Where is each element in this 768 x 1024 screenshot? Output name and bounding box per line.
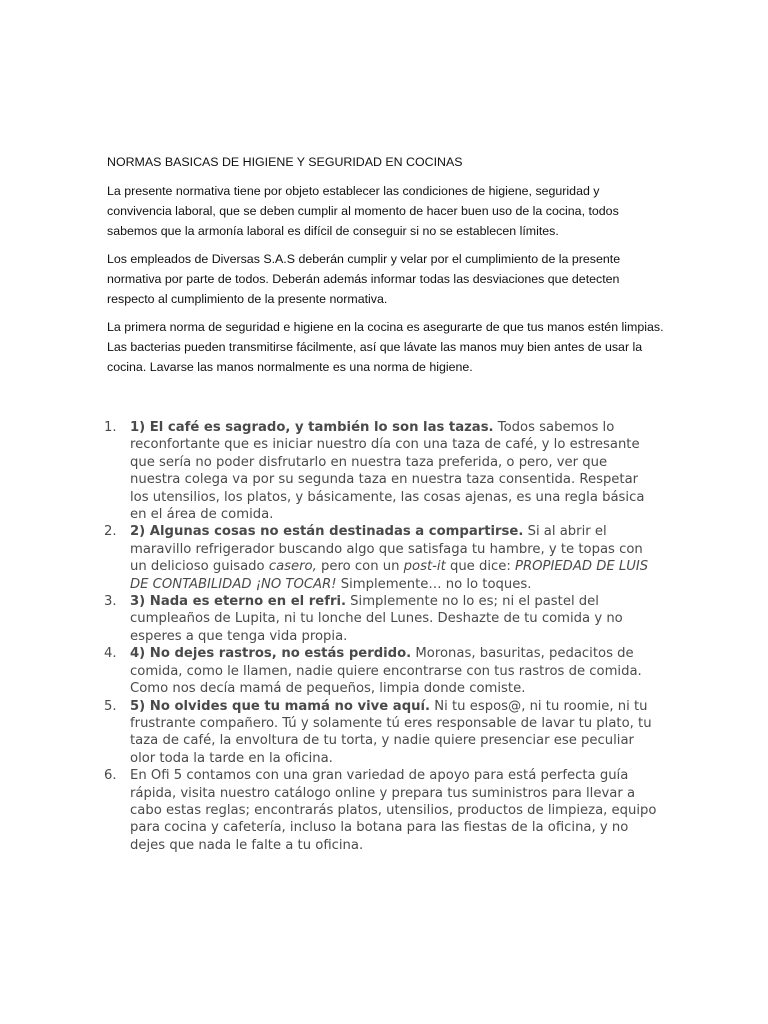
list-item <box>104 767 660 854</box>
list-item <box>104 645 660 697</box>
rule-heading: 4) No dejes rastros, no estás perdido. <box>130 646 412 662</box>
paragraph-hand-washing: La primera norma de seguridad e higiene en la cocina es asegurarte de que tus manos estén limpias. Las bacterias pueden transmitirse fácilmente, así que lávate las manos muy bien antes de usar la cocina. Lavarse las manos normalmente es una norma de higiene. <box>107 320 664 374</box>
rule-text: Simplemente… no lo toques. <box>336 576 532 592</box>
list-number: 3. <box>104 594 117 610</box>
paragraph-purpose: La presente normativa tiene por objeto establecer las condiciones de higiene, seguridad y convivencia laboral, que se deben cumplir al momento de hacer buen uso de la cocina, todos sabemos que la armonía laboral es difícil de conseguir si no se establecen límites. <box>107 184 619 238</box>
list-number: 1. <box>104 420 117 435</box>
paragraph-employees: Los empleados de Diversas S.A.S deberán cumplir y velar por el cumplimiento de la presente normativa por parte de todos. Deberán además informar todas las desviaciones que detecten respecto al cumplimiento de la presente normativa. <box>107 252 621 306</box>
list-item <box>104 593 660 645</box>
rule-text: Si al abrir el maravillo refrigerador buscando algo que satisfaga tu hambre, y te topas con un delicioso guisado <box>130 524 643 575</box>
list-number: 2. <box>104 524 117 540</box>
rule-heading: 5) No olvides que tu mamá no vive aquí. <box>130 698 431 714</box>
rule-text: pero con un <box>316 559 404 575</box>
list-item <box>104 419 660 523</box>
document-title: NORMAS BASICAS DE HIGIENE Y SEGURIDAD EN COCINAS <box>107 155 463 169</box>
list-number: 6. <box>104 768 117 784</box>
rule-text: Todos sabemos lo reconfortante que es iniciar nuestro día con una taza de café, y lo estresante que sería no poder disfrutarlo en nuestra taza preferida, o pero, ver que nuestra colega va por su segunda taza en nuestra taza consentida. Respetar los utensilios, los platos, y básicamente, las cosas ajenas, es una regla básica en el área de comida. <box>130 420 645 523</box>
rule-heading: 1) El café es sagrado, y también lo son las tazas. <box>130 420 494 435</box>
list-item <box>104 698 660 768</box>
rule-heading: 3) Nada es eterno en el refri. <box>130 594 346 610</box>
rule-italic-text: post-it <box>403 559 446 575</box>
rule-text: En Ofi 5 contamos con una gran variedad de apoyo para está perfecta guía rápida, visita nuestro catálogo online y prepara tus suministros para llevar a cabo estas reglas; encontrarás platos, utensilios, productos de limpieza, equipo para cocina y cafetería, incluso la botana para las fiestas de la oficina, y no dejes que nada le falte a tu oficina. <box>130 768 657 853</box>
list-number: 4. <box>104 646 117 662</box>
rule-italic-text: PROPIEDAD DE LUIS DE CONTABILIDAD ¡NO TOCAR! <box>130 559 649 592</box>
rules-list <box>104 419 660 854</box>
rule-italic-text: casero, <box>268 559 317 575</box>
document-intro <box>107 152 667 385</box>
list-number: 5. <box>104 698 117 714</box>
list-item <box>104 523 660 593</box>
rule-heading: 2) Algunas cosas no están destinadas a compartirse. <box>130 524 524 540</box>
rule-text: que dice: <box>445 559 516 575</box>
rule-text: Moronas, basuritas, pedacitos de comida, como le llamen, nadie quiere encontrarse con tus rastros de comida. Como nos decía mamá de pequeños, limpia donde comiste. <box>130 646 642 697</box>
rule-text: Simplemente no lo es; ni el pastel del cumpleaños de Lupita, ni tu lonche del Lunes. Deshazte de tu comida y no esperes a que tenga vida propia. <box>130 594 623 644</box>
rule-text: Ni tu espos@, ni tu roomie, ni tu frustrante compañero. Tú y solamente tú eres responsable de lavar tu plato, tu taza de café, la envoltura de tu torta, y nadie quiere presenciar ese peculiar olor toda la tarde en la oficina. <box>130 698 652 766</box>
